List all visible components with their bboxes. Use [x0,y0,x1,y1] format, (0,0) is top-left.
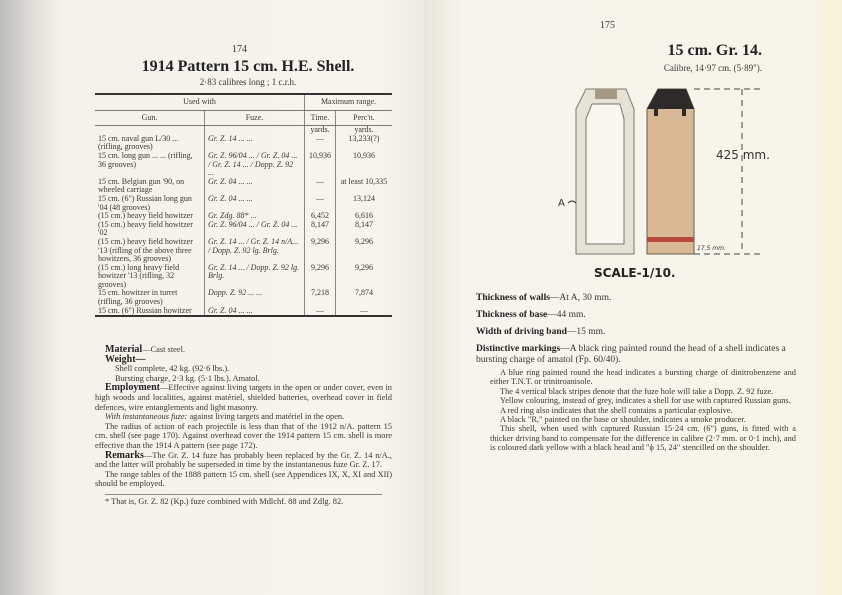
cell-gun: (15 cm.) heavy field howitzer [98,211,193,221]
section-band [476,327,796,338]
cell-perc: 6,616 [335,212,392,221]
cell-perc: 7,874 [335,289,392,306]
cell-time: 10,936 [305,152,336,178]
instantaneous-text: against living targets and matériel in the open. [187,412,345,422]
cell-fuze: Gr. Z. 14 ... ... [205,135,305,152]
employment-text: —Effective against living targets in the open or under cover, even in high woods and localities, against matériel, shielded batteries, overhead cover in field defences, wire entanglements and light masonry. [95,383,392,412]
page-title: 15 cm. Gr. 14. [667,42,762,59]
table-row [95,238,392,264]
header-perc: Perc'n. [335,110,392,126]
section-walls [476,293,796,304]
table-row [95,135,392,152]
table-row [95,289,392,306]
calibre-text: Calibre, 14·97 cm. (5·89"). [663,63,762,73]
markings-paragraph: A black "R," painted on the base or shoulder, indicates a smoke producer. [500,415,746,425]
cell-time: 9,296 [305,264,336,290]
cell-time: 7,218 [305,289,336,306]
section-text: —A black ring painted round the head of a shell indicates a bursting charge of amatol (Fp. 60/40). [476,344,786,365]
cell-fuze: Gr. Z. 96/04 ... / Gr. Z. 04 ... / Gr. Z. 14 ... / Dopp. Z. 92 ... [205,152,305,178]
section-base [476,310,796,321]
cell-perc: 9,296 [335,238,392,264]
cell-time: 6,452 [305,212,336,221]
markings-paragraph: This shell, when used with captured Russian 15·24 cm. (6") guns, is fitted with a thicker driving band to compensate for the difference in calibre (2·7 mm. or 0·1 inch), and is coloured dark yellow with a black head and "ϕ 15, 24" stencilled on the shoulder. [490,424,796,453]
range-text: The range tables of the 1888 pattern 15 cm. shell (see Appendices IX, X, XI and XII) should be employed. [95,469,392,489]
unit-perc: yards. [335,126,392,135]
header-used-with: Used with [95,94,305,110]
header-time: Time. [305,110,336,126]
shell-diagram [554,84,794,289]
markings-paragraph: A red ring also indicates that the shell contains a particular explosive. [500,405,733,415]
cell-gun: 15 cm. naval gun L/30 ... (rifling, grooves) [98,133,179,152]
cell-time: 8,147 [305,221,336,238]
range-table [95,93,392,317]
header-fuze: Fuze. [205,110,305,126]
section-label: Thickness of walls [476,293,550,303]
cell-time: — [305,178,336,195]
table-row [95,195,392,212]
cell-fuze: Gr. Z. 04 ... ... [205,307,305,317]
markings-paragraph: Yellow colouring, instead of grey, indicates a shell for use with captured Russian guns. [500,396,791,406]
section-markings [476,344,796,366]
section-label: Width of driving band [476,327,567,337]
page-number: 174 [232,44,247,55]
table-row [95,178,392,195]
table-row [95,264,392,290]
page-subtitle: 2·83 calibres long ; 1 c.r.h. [199,77,297,87]
cell-fuze: Gr. Z. 04 ... ... [205,195,305,212]
section-text: —15 mm. [566,327,606,337]
cell-gun: 15 cm. (6") Russian long gun '04 (48 grooves) [98,193,192,212]
instantaneous-label: With instantaneous fuze: [105,412,188,422]
shell-exterior-drawing [647,89,694,254]
cell-gun: (15 cm.) long heavy field howitzer '13 (rifling, 32 grooves) [98,262,180,289]
left-body-text [95,345,392,507]
cell-perc: — [335,307,392,317]
cell-fuze: Gr. Z. 04 ... ... [205,178,305,195]
section-label: Thickness of base [476,310,548,320]
cell-fuze: Gr. Z. 14 ... / Gr. Z. 14 n/A... / Dopp. Z. 92 lg. Brlg. [205,238,305,264]
remarks-text: —The Gr. Z. 14 fuze has probably been replaced by the Gr. Z. 14 n/A., and the latter will probably be superseded in time by the instantaneous fuze Gr. Z. 17. [95,450,392,470]
cell-fuze: Dopp. Z. 92 ... ... [205,289,305,306]
cell-perc: 9,296 [335,264,392,290]
length-label: 425 mm. [716,148,770,162]
cell-fuze: Gr. Z. 96/04 ... / Gr. Z. 04 ... [205,221,305,238]
cell-perc: 13,124 [335,195,392,212]
label-a: A [558,198,565,209]
header-max-range: Maximum range. [305,94,393,110]
weight-label: Weight— [105,353,146,365]
radius-text: The radius of action of each projectile is less than that of the 1912 n/A. pattern 15 cm. shell (see page 170). Against overhead cover the 1914 pattern 15 cm. shell is more effective than the 1914 A pattern (see page 172). [95,421,392,450]
cell-fuze: Gr. Zdg. 88* ... [205,212,305,221]
cell-gun: (15 cm.) heavy field howitzer '02 [98,219,193,238]
cell-perc: at least 10,335 [335,178,392,195]
remarks-label: Remarks [105,449,144,461]
section-text: —44 mm. [547,310,586,320]
footnote: * That is, Gr. Z. 82 (Kp.) fuze combined with Mdlchf. 88 and Zdlg. 82. [105,496,344,506]
cell-time: — [305,195,336,212]
cell-gun: 15 cm. howitzer in turret (rifling, 36 grooves) [98,288,178,307]
shell-section-drawing [576,89,634,254]
section-label: Distinctive markings [476,344,561,354]
markings-paragraph: The 4 vertical black stripes denote that the fuze hole will take a Dopp. Z. 92 fuze. [500,386,774,396]
table-row [95,221,392,238]
right-body-text [476,293,796,453]
cell-fuze: Gr. Z. 14 ... / Dopp. Z. 92 lg. Brlg. [205,264,305,290]
cell-time: — [305,135,336,152]
right-page [424,0,842,595]
unit-time: yards. [305,126,336,135]
footnote-divider [105,494,382,495]
cell-time: — [305,307,336,317]
cell-time: 9,296 [305,238,336,264]
employment-label: Employment [105,382,160,394]
material-label: Material [105,344,143,355]
cell-gun: (15 cm.) heavy field howitzer '13 (rifling of the above three howitzers, 36 grooves) [98,236,193,264]
material-text: —Cast steel. [142,345,186,354]
page-title: 1914 Pattern 15 cm. H.E. Shell. [141,58,355,75]
section-text: —At A, 30 mm. [549,293,612,303]
weight-line: Bursting charge, 2·3 kg. (5·1 lbs.). Amatol. [115,373,260,383]
cell-gun: 15 cm. Belgian gun '90, on wheeled carriage [98,176,185,195]
page-number: 175 [600,20,615,31]
cell-perc: 13,233(?) [335,135,392,152]
cell-perc: 10,936 [335,152,392,178]
table-row [95,152,392,178]
table-row [95,307,392,317]
scale-label: SCALE-1/10. [594,266,676,280]
band-label: 17.5 mm. [697,245,726,252]
cell-gun: 15 cm. (6") Russian howitzer [98,305,192,315]
weight-line: Shell complete, 42 kg. (92·6 lbs.). [115,364,230,374]
cell-perc: 8,147 [335,221,392,238]
cell-gun: 15 cm. long gun ... ... (rifling, 36 grooves) [98,150,193,169]
header-gun: Gun. [95,110,205,126]
markings-paragraph: A blue ring painted round the head indicates a bursting charge of dinitrobenzene and either T.N.T. or trinitroanisole. [490,368,796,387]
